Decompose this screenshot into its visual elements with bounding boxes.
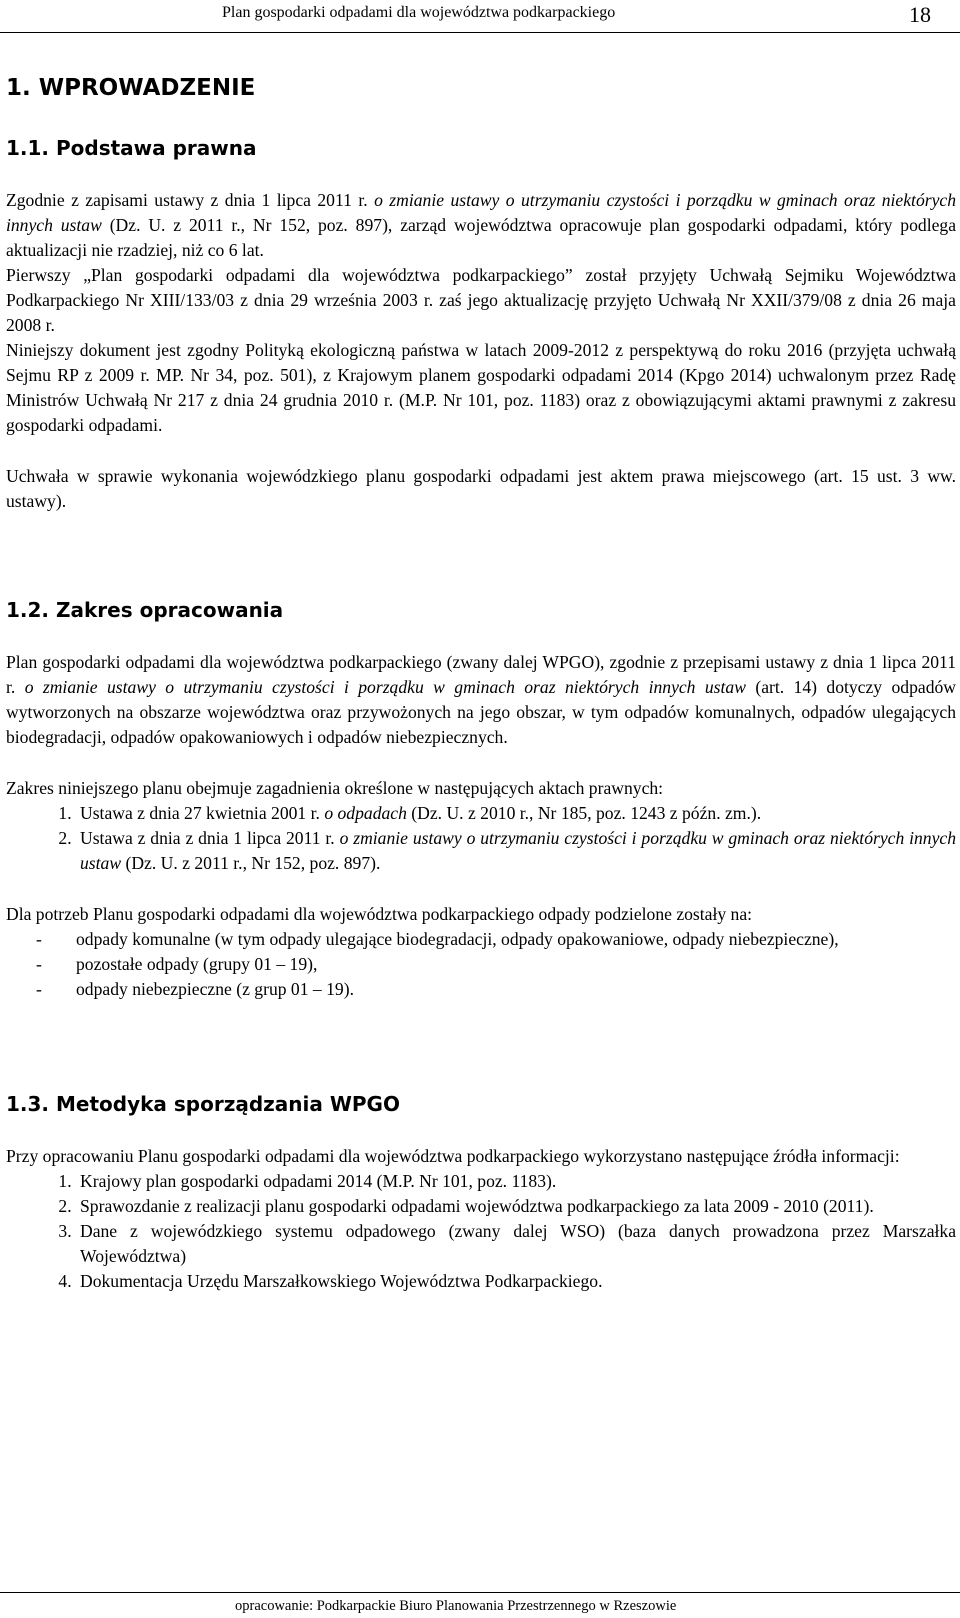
paragraph: Uchwała w sprawie wykonania wojewódzkiego planu gospodarki odpadami jest aktem prawa miejscowego (art. 15 ust. 3 ww. ustawy). — [6, 466, 956, 511]
law-title: o zmianie ustawy o utrzymaniu czystości i porządku w gminach oraz niektórych innych ustaw — [24, 677, 746, 697]
paragraph: Plan gospodarki odpadami dla województwa podkarpackiego (zwany dalej WPGO), zgodnie z przepisami ustawy z dnia 1 lipca 2011 r. o zmianie ustawy o utrzymaniu czystości i porządku w gminach oraz niektórych innych ustaw (art. 14) dotyczy odpadów wytworzonych na obszarze województwa oraz przywożonych na jego obszar, w tym odpadów komunalnych, odpadów ulegających biodegradacji, odpadów opakowaniowych i odpadów niebezpiecznych. — [6, 652, 956, 747]
section-heading-1-2: 1.2. Zakres opracowania — [6, 598, 284, 622]
paragraph: Pierwszy „Plan gospodarki odpadami dla województwa podkarpackiego” został przyjęty Uchwałą Sejmiku Województwa Podkarpackiego Nr XIII/133/03 z dnia 29 września 2003 r. zaś jego aktualizację przyjęto Uchwałą Nr XXII/379/08 z dnia 26 maja 2008 r. — [6, 265, 956, 335]
paragraph: Dla potrzeb Planu gospodarki odpadami dla województwa podkarpackiego odpady podzielone zostały na: — [6, 904, 753, 924]
list-item: 3. Dane z wojewódzkiego systemu odpadowego (zwany dalej WSO) (baza danych prowadzona przez Marszałka Województwa) — [76, 1219, 956, 1269]
legal-acts-list — [6, 801, 956, 876]
list-item: 4. Dokumentacja Urzędu Marszałkowskiego Województwa Podkarpackiego. — [76, 1269, 956, 1294]
chapter-heading: 1. WPROWADZENIE — [6, 75, 256, 101]
document-body — [6, 68, 956, 1294]
page-footer — [0, 1592, 960, 1618]
list-item: 1. Krajowy plan gospodarki odpadami 2014 (M.P. Nr 101, poz. 1183). — [76, 1169, 956, 1194]
paragraph: Niniejszy dokument jest zgodny Polityką ekologiczną państwa w latach 2009-2012 z perspektywą do roku 2016 (przyjęta uchwałą Sejmu RP z 2009 r. MP. Nr 34, poz. 501), z Krajowym planem gospodarki odpadami 2014 (Kpgo 2014) uchwalonym przez Radę Ministrów Uchwałą Nr 217 z dnia 24 grudnia 2010 r. (M.P. Nr 101, poz. 1183) oraz z obowiązującymi aktami prawnymi z zakresu gospodarki odpadami. — [6, 340, 956, 435]
list-item: 2. Sprawozdanie z realizacji planu gospodarki odpadami województwa podkarpackiego za lata 2009 - 2010 (2011). — [76, 1194, 956, 1219]
paragraph: Zgodnie z zapisami ustawy z dnia 1 lipca 2011 r. o zmianie ustawy o utrzymaniu czystości i porządku w gminach oraz niektórych innych ustaw (Dz. U. z 2011 r., Nr 152, poz. 897), zarząd województwa opracowuje plan gospodarki odpadami, który podlega aktualizacji nie rzadziej, niż co 6 lat. — [6, 190, 957, 260]
law-title: o zmianie ustawy o utrzymaniu czystości i porządku w gminach oraz niektórych innych ustaw — [6, 190, 957, 235]
list-item: - odpady niebezpieczne (z grup 01 – 19). — [36, 979, 354, 999]
sources-list — [6, 1169, 956, 1294]
paragraph: Zakres niniejszego planu obejmuje zagadnienia określone w następujących aktach prawnych: — [6, 778, 664, 798]
page-header — [0, 0, 960, 33]
list-item: - pozostałe odpady (grupy 01 – 19), — [36, 954, 318, 974]
list-item: - odpady komunalne (w tym odpady ulegające biodegradacji, odpady opakowaniowe, odpady niebezpieczne), — [36, 929, 839, 949]
header-title: Plan gospodarki odpadami dla województwa podkarpackiego — [222, 4, 616, 21]
page-number: 18 — [909, 2, 931, 27]
section-heading-1-3: 1.3. Metodyka sporządzania WPGO — [6, 1092, 400, 1116]
waste-groups-list — [6, 927, 956, 1002]
list-item: 1. Ustawa z dnia 27 kwietnia 2001 r. o odpadach (Dz. U. z 2010 r., Nr 185, poz. 1243 z późn. zm.). — [76, 801, 956, 826]
footer-text: opracowanie: Podkarpackie Biuro Planowania Przestrzennego w Rzeszowie — [235, 1598, 677, 1614]
paragraph: Przy opracowaniu Planu gospodarki odpadami dla województwa podkarpackiego wykorzystano następujące źródła informacji: — [6, 1146, 900, 1166]
list-item: 2. Ustawa z dnia z dnia 1 lipca 2011 r. o zmianie ustawy o utrzymaniu czystości i porządku w gminach oraz niektórych innych ustaw (Dz. U. z 2011 r., Nr 152, poz. 897). — [76, 826, 956, 876]
section-heading-1-1: 1.1. Podstawa prawna — [6, 136, 257, 160]
